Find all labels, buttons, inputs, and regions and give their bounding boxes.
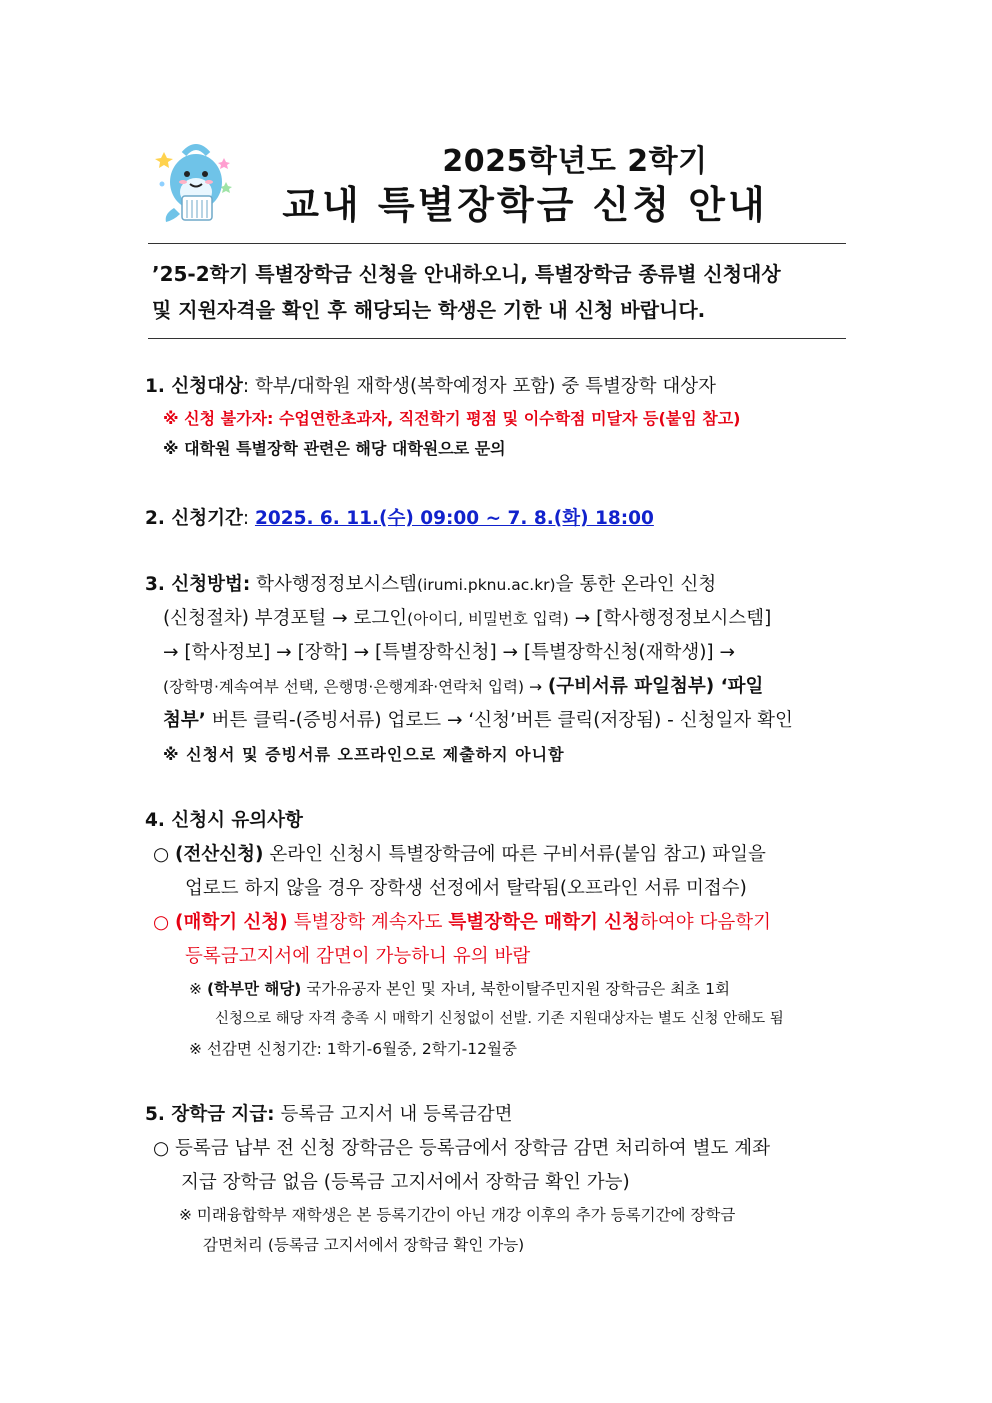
- section-4-b2-bold2: 특별장학은 매학기 신청: [448, 912, 640, 933]
- divider-top: [148, 243, 846, 244]
- section-5: [145, 1098, 770, 1260]
- intro-line1: ’25-2학기 특별장학금 신청을 안내하오니, 특별장학금 종류별 신청대상: [152, 262, 781, 286]
- section-4-n1-mark: ※: [189, 980, 202, 998]
- section-2-label: 2. 신청기간: [145, 508, 243, 529]
- bullet-icon: ○: [153, 912, 170, 933]
- section-1: [145, 370, 741, 464]
- section-4-label: 4. 신청시 유의사항: [145, 810, 303, 831]
- section-4-b2-bold: (매학기 신청): [175, 912, 288, 933]
- intro-box: [152, 256, 846, 328]
- section-3-l5b: 버튼 클릭-(증빙서류) 업로드 → ‘신청’버튼 클릭(저장됨) - 신청일자 확인: [211, 710, 793, 731]
- section-3-l5a: 첨부’: [163, 710, 206, 731]
- section-4-b2-text2: 하여야 다음학기: [640, 912, 771, 933]
- section-4-n1-l2: 신청으로 해당 자격 충족 시 매학기 신청없이 선발. 기존 지원대상자는 별도 신청 안해도 됨: [215, 1011, 784, 1027]
- title-line1: 2025학년도 2학기: [442, 144, 708, 179]
- section-3-l4a: (장학명·계속여부 선택, 은행명·은행계좌·연락처 입력) →: [163, 678, 542, 696]
- section-3-label: 3. 신청방법:: [145, 574, 251, 595]
- section-3-url: (irumi.pknu.ac.kr): [416, 576, 556, 594]
- section-4-b1-text: 온라인 신청시 특별장학금에 따른 구비서류(붙임 참고) 파일을: [269, 844, 766, 865]
- section-4-b2-text: 특별장학 계속자도: [293, 912, 443, 933]
- section-3-l1a: 학사행정정보시스템: [256, 574, 417, 595]
- section-2-period: 2025. 6. 11.(수) 09:00 ~ 7. 8.(화) 18:00: [254, 508, 654, 529]
- section-5-label: 5. 장학금 지급:: [145, 1104, 275, 1125]
- bullet-icon: ○: [153, 844, 170, 865]
- title-block: [150, 130, 850, 230]
- intro-line2: 및 지원자격을 확인 후 해당되는 학생은 기한 내 신청 바랍니다.: [152, 298, 706, 322]
- section-4-n2: ※ 선감면 신청기간: 1학기-6월중, 2학기-12월중: [189, 1040, 517, 1058]
- section-4-b1-l2: 업로드 하지 않을 경우 장학생 선정에서 탈락됨(오프라인 서류 미접수): [185, 878, 747, 899]
- section-3-l2c: → [학사행정정보시스템]: [574, 608, 772, 629]
- section-2-colon: :: [242, 508, 250, 529]
- title-line2: 교내 특별장학금 신청 안내: [282, 183, 768, 227]
- section-4-n1-text: 국가유공자 본인 및 자녀, 북한이탈주민지원 장학금은 최초 1회: [306, 980, 730, 998]
- section-3-l2a: (신청절차) 부경포털 → 로그인: [163, 608, 408, 629]
- section-3-l3: → [학사정보] → [장학] → [특별장학신청] → [특별장학신청(재학생)] →: [163, 642, 736, 663]
- section-3-note: ※ 신청서 및 증빙서류 오프라인으로 제출하지 아니함: [163, 745, 565, 764]
- section-4-b1-bold: (전산신청): [175, 844, 264, 865]
- section-4-b2-l2: 등록금고지서에 감면이 가능하니 유의 바람: [185, 946, 531, 967]
- section-1-note-red: ※ 신청 불가자: 수업연한초과자, 직전학기 평점 및 이수학점 미달자 등(붙임 참고): [163, 409, 741, 428]
- section-4-n1-bold: (학부만 해당): [206, 980, 302, 998]
- section-3-l2b: (아이디, 비밀번호 입력): [407, 610, 569, 628]
- section-4: [145, 804, 784, 1064]
- section-3-l4b: (구비서류 파일첨부) ‘파일: [547, 676, 764, 697]
- section-1-text: : 학부/대학원 재학생(복학예정자 포함) 중 특별장학 대상자: [242, 376, 717, 397]
- section-3: [145, 568, 850, 772]
- section-5-b1-text: 등록금 납부 전 신청 장학금은 등록금에서 장학금 감면 처리하여 별도 계좌: [175, 1138, 770, 1159]
- divider-bottom: [148, 338, 846, 339]
- section-2: [145, 502, 654, 536]
- section-3-l1c: 을 통한 온라인 신청: [555, 574, 717, 595]
- section-5-n1: ※ 미래융합학부 재학생은 본 등록기간이 아닌 개강 이후의 추가 등록기간에 장학금: [179, 1206, 736, 1224]
- bullet-icon: ○: [153, 1138, 170, 1159]
- section-5-n1-l2: 감면처리 (등록금 고지서에서 장학금 확인 가능): [203, 1236, 525, 1254]
- section-1-note: ※ 대학원 특별장학 관련은 해당 대학원으로 문의: [163, 439, 506, 458]
- section-5-b1-l2: 지급 장학금 없음 (등록금 고지서에서 장학금 확인 가능): [181, 1172, 630, 1193]
- section-5-text: 등록금 고지서 내 등록금감면: [280, 1104, 513, 1125]
- section-1-label: 1. 신청대상: [145, 376, 243, 397]
